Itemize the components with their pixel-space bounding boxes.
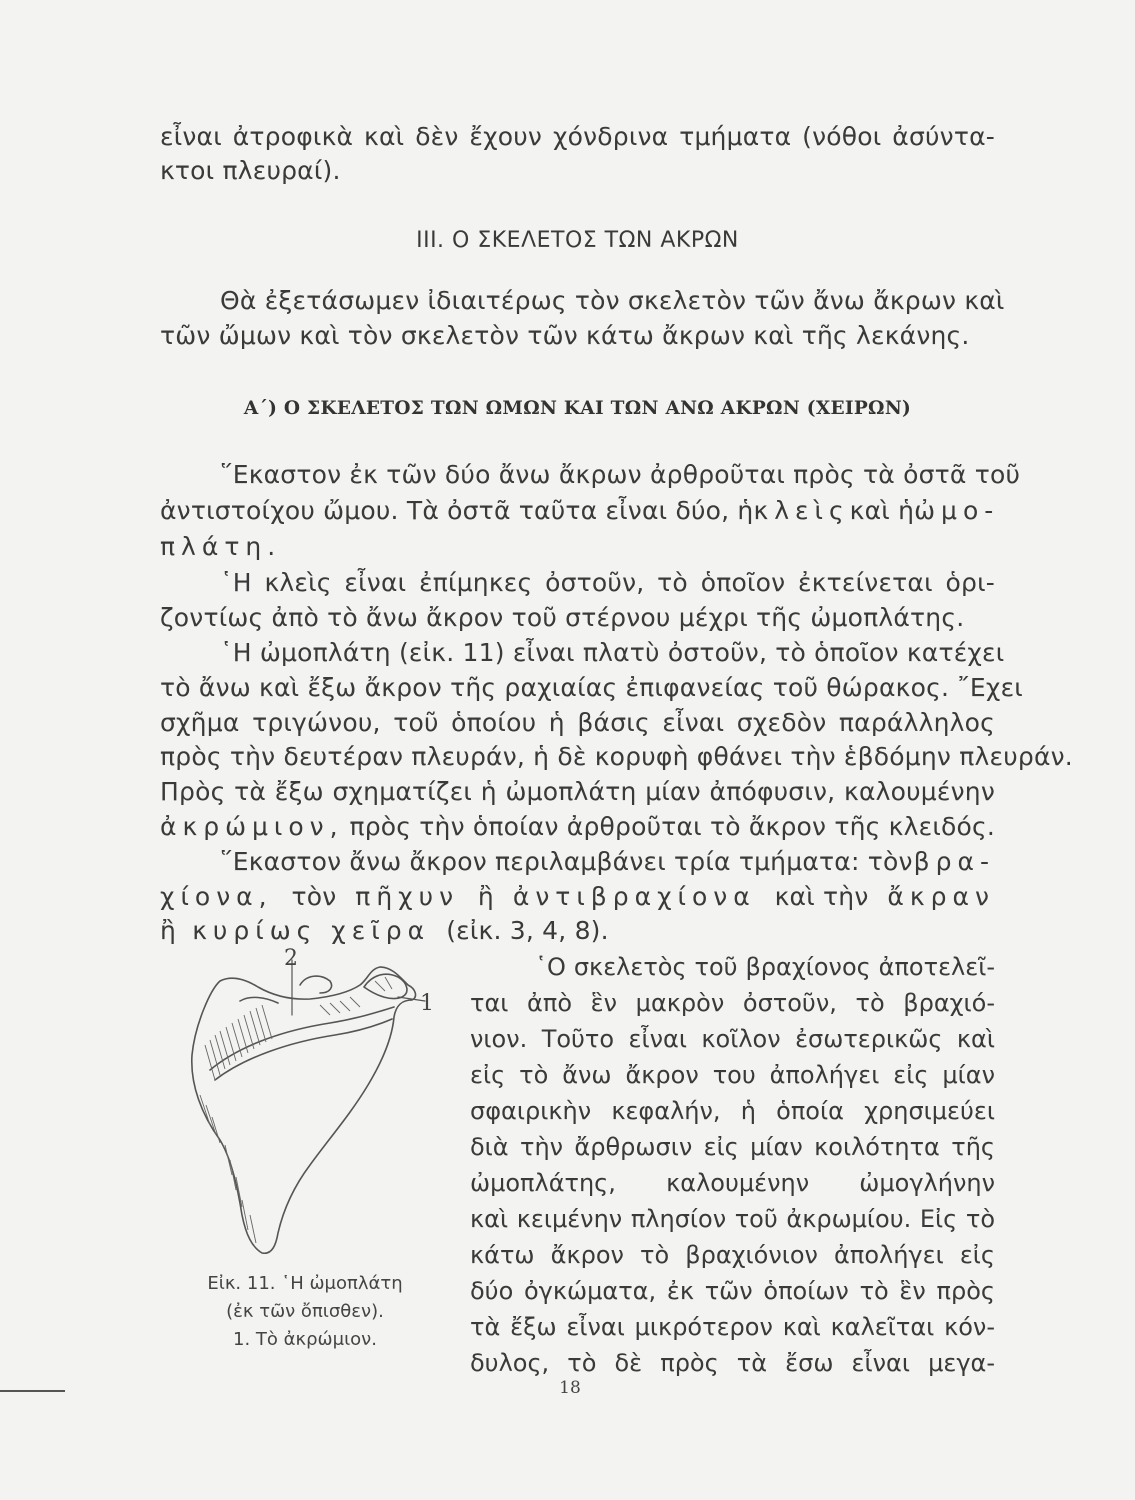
text-span: ῞Εκαστον ἄνω ἄκρον περιλαμβάνει τρία τμήματα: τὸν (220, 847, 913, 876)
text-line (160, 494, 1000, 528)
text-span: ἀντιστοίχου ὤμου. Τὰ ὀστᾶ ταῦτα εἶναι δύο, ἡ (160, 496, 754, 525)
text-line (160, 810, 995, 844)
text-line: Πρὸς τὰ ἔξω σχηματίζει ἡ ὠμοπλάτη μίαν ἀπόφυσιν, καλουμένην (160, 777, 995, 806)
text-line: ζοντίως ἀπὸ τὸ ἄνω ἄκρον τοῦ στέρνου μέχρι τῆς ὠμοπλάτης. (160, 603, 965, 632)
text-line (160, 880, 995, 914)
figure-caption-title: Εἰκ. 11. ῾Η ὠμοπλάτη (207, 1273, 403, 1294)
text-span: ἢ (160, 916, 177, 945)
term-klais: κλεὶς (753, 496, 850, 525)
text-span: ἢ (477, 882, 494, 911)
text-line: Θὰ ἐξετάσωμεν ἰδιαιτέρως τὸν σκελετὸν τῶν ἄνω ἄκρων καὶ (220, 286, 1005, 315)
term-omoplati: ὠμο- (914, 496, 1000, 525)
text-line: σχῆμα τριγώνου, τοῦ ὁποίου ἡ βάσις εἶναι σχεδὸν παράλληλος (160, 708, 995, 737)
text-line: τῶν ὤμων καὶ τὸν σκελετὸν τῶν κάτω ἄκρων καὶ τῆς λεκάνης. (160, 321, 970, 350)
term-brachiona-cont: χίονα, (160, 882, 273, 911)
scapula-drawing (180, 945, 440, 1260)
page-number: 18 (559, 1378, 581, 1398)
term-kyrios-cheira: κυρίως χεῖρα (192, 916, 431, 945)
text-line: διὰ τὴν ἄρθρωσιν εἰς μίαν κοιλότητα τῆς (470, 1133, 995, 1161)
term-akran: ἄκραν (887, 882, 995, 911)
text-line: πρὸς τὴν δευτέραν πλευράν, ἡ δὲ κορυφὴ φθάνει τὴν ἑβδόμην πλευράν. (160, 742, 1073, 771)
text-line: δυλος, τὸ δὲ πρὸς τὰ ἔσω εἶναι μεγα- (470, 1349, 995, 1377)
text-span: καὶ ἡ (849, 496, 915, 525)
text-line (160, 914, 995, 948)
figure-caption-subtitle: (ἐκ τῶν ὄπισθεν). (226, 1301, 384, 1322)
text-line: ὠμοπλάτης, καλουμένην ὠμογλήνην (470, 1169, 995, 1197)
text-line: καὶ κειμένην πλησίον τοῦ ἀκρωμίου. Εἰς τὸ (470, 1205, 995, 1233)
text-line: δύο ὀγκώματα, ἐκ τῶν ὁποίων τὸ ἓν πρὸς (470, 1277, 995, 1305)
text-line: ῞Εκαστον ἐκ τῶν δύο ἄνω ἄκρων ἀρθροῦται πρὸς τὰ ὀστᾶ τοῦ (220, 460, 1021, 489)
term-brachiona: βρα- (913, 847, 995, 876)
text-line: κτοι πλευραί). (160, 156, 341, 185)
figure-label-1: 1 (420, 991, 434, 1016)
margin-rule (0, 1390, 65, 1392)
figure-caption-legend: 1. Τὸ ἀκρώμιον. (233, 1329, 377, 1350)
section-title: III. Ο ΣΚΕΛΕΤΟΣ ΤΩΝ ΑΚΡΩΝ (416, 228, 739, 253)
text-line: νιον. Τοῦτο εἶναι κοῖλον ἐσωτερικῶς καὶ (470, 1025, 995, 1053)
text-span: καὶ τὴν (774, 882, 869, 911)
text-span: πρὸς τὴν ὁποίαν ἀρθροῦται τὸ ἄκρον τῆς κλειδός. (349, 812, 995, 841)
text-line: ται ἀπὸ ἓν μακρὸν ὀστοῦν, τὸ βραχιό- (470, 989, 995, 1017)
text-line: σφαιρικὴν κεφαλήν, ἡ ὁποία χρησιμεύει (470, 1097, 995, 1125)
term-pichyn: πῆχυν (355, 882, 460, 911)
term-antibrachiona: ἀντιβραχίονα (512, 882, 756, 911)
text-line (220, 845, 995, 879)
figure-label-2: 2 (284, 946, 298, 971)
text-line: τὸ ἄνω καὶ ἔξω ἄκρον τῆς ραχιαίας ἐπιφανείας τοῦ θώρακος. ῎Εχει (160, 673, 1023, 702)
text-span: τὸν (291, 882, 337, 911)
text-span: (εἰκ. 3, 4, 8). (446, 916, 609, 945)
scapula-figure (180, 945, 440, 1260)
text-line: ῾Η ὠμοπλάτη (εἰκ. 11) εἶναι πλατὺ ὀστοῦν, τὸ ὁποῖον κατέχει (220, 638, 1005, 667)
text-line: εἰς τὸ ἄνω ἄκρον του ἀπολήγει εἰς μίαν (470, 1061, 995, 1089)
text-line: κάτω ἄκρον τὸ βραχιόνιον ἀπολήγει εἰς (470, 1241, 995, 1269)
text-line: ῾Η κλεὶς εἶναι ἐπίμηκες ὀστοῦν, τὸ ὁποῖον ἐκτείνεται ὁρι- (220, 568, 995, 597)
text-line: ῾Ο σκελετὸς τοῦ βραχίονος ἀποτελεῖ- (535, 953, 995, 981)
text-line: πλάτη. (160, 532, 282, 561)
text-line: εἶναι ἀτροφικὰ καὶ δὲν ἔχουν χόνδρινα τμήματα (νόθοι ἀσύντα- (160, 122, 995, 151)
term-akromion: ἀκρώμιον, (160, 812, 344, 841)
subsection-title: Α΄) Ο ΣΚΕΛΕΤΟΣ ΤΩΝ ΩΜΩΝ ΚΑΙ ΤΩΝ ΑΝΩ ΑΚΡΩΝ (ΧΕΙΡΩΝ) (243, 398, 912, 419)
text-line: τὰ ἔξω εἶναι μικρότερον καὶ καλεῖται κόν- (470, 1313, 995, 1341)
